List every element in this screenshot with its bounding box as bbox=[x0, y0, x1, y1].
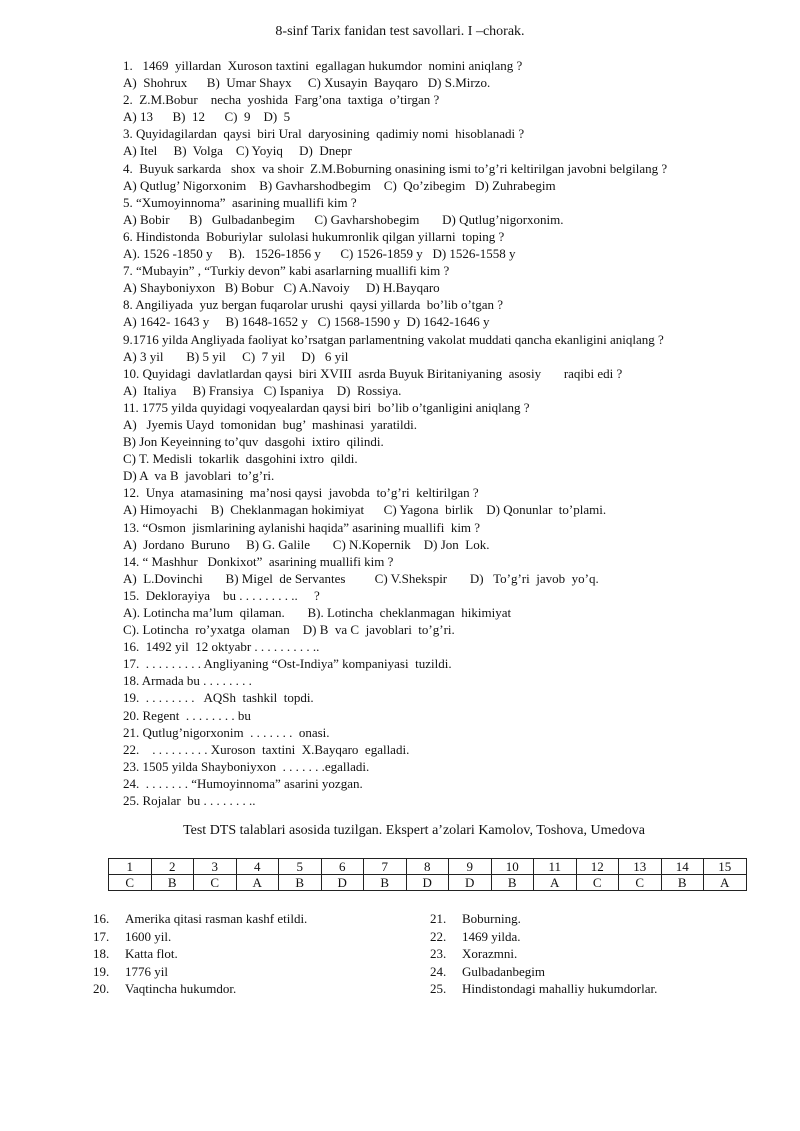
answer-key-answer-cell: A bbox=[704, 875, 747, 891]
answer-key-number-cell: 14 bbox=[661, 859, 704, 875]
answer-text: 1469 yilda. bbox=[462, 928, 521, 944]
footer-note: Test DTS talablari asosida tuzilgan. Ekspert a’zolari Kamolov, Toshova, Umedova bbox=[183, 823, 645, 838]
answer-number: 24. bbox=[430, 963, 447, 979]
answer-item bbox=[93, 928, 393, 946]
question-line: 8. Angiliyada yuz bergan fuqarolar urushi qaysi yillarda bo’lib o’tgan ? bbox=[123, 297, 504, 313]
question-line: 20. Regent . . . . . . . . bu bbox=[123, 707, 251, 723]
answer-key-number-cell: 15 bbox=[704, 859, 747, 875]
answer-key-answer-cell: B bbox=[491, 875, 534, 891]
question-line: 3. Quyidagilardan qaysi biri Ural daryosining qadimiy nomi hisoblanadi ? bbox=[123, 126, 525, 142]
answer-key-answer-cell: C bbox=[576, 875, 619, 891]
answer-key-number-cell: 8 bbox=[406, 859, 449, 875]
answer-text: 1776 yil bbox=[125, 963, 168, 979]
question-line: 6. Hindistonda Boburiylar sulolasi hukumronlik qilgan yillarni toping ? bbox=[123, 228, 505, 244]
answer-number: 25. bbox=[430, 981, 447, 996]
answer-key-answers-row bbox=[109, 875, 747, 891]
question-line: 9.1716 yilda Angliyada faoliyat ko’rsatgan parlamentning vakolat muddati qancha ekanligini aniqlang ? bbox=[123, 331, 664, 347]
answer-number: 18. bbox=[93, 946, 110, 961]
answer-key-answer-cell: A bbox=[534, 875, 577, 891]
answer-item bbox=[430, 945, 730, 963]
question-line: 12. Unya atamasining ma’nosi qaysi javobda to’g’ri keltirilgan ? bbox=[123, 485, 479, 501]
answer-text: Gulbadanbegim bbox=[462, 963, 546, 979]
question-line: 13. “Osmon jismlarining aylanishi haqida” asarining muallifi kim ? bbox=[123, 519, 481, 535]
answer-key-number-cell: 9 bbox=[449, 859, 492, 875]
answer-number: 16. bbox=[93, 911, 110, 926]
answer-key-answer-cell: C bbox=[194, 875, 237, 891]
question-line: A). 1526 -1850 y B). 1526-1856 y C) 1526-1859 y D) 1526-1558 y bbox=[123, 246, 516, 262]
answer-text: Katta flot. bbox=[125, 946, 178, 961]
answer-key-number-cell: 12 bbox=[576, 859, 619, 875]
question-line: A) Qutlug’ Nigorxonim B) Gavharshodbegim C) Qo’zibegim D) Zuhrabegim bbox=[123, 177, 556, 193]
answer-number: 23. bbox=[430, 946, 447, 961]
question-list bbox=[123, 57, 763, 809]
question-line: 19. . . . . . . . . AQSh tashkil topdi. bbox=[123, 690, 314, 706]
answer-text: Amerika qitasi rasman kashf etildi. bbox=[125, 911, 308, 926]
question-line: C) T. Medisli tokarlik dasgohini ixtro qildi. bbox=[123, 451, 358, 467]
answer-item bbox=[93, 910, 393, 928]
answer-text: Hindistondagi mahalliy hukumdorlar. bbox=[462, 981, 658, 996]
question-line: 17. . . . . . . . . . Angliyaning “Ost-Indiya” kompaniyasi tuzildi. bbox=[123, 656, 452, 672]
question-line: 10. Quyidagi davlatlardan qaysi biri XVIII asrda Buyuk Biritaniyaning asosiy raqibi edi ? bbox=[123, 365, 623, 381]
page-title: 8-sinf Tarix fanidan test savollari. I –chorak. bbox=[275, 24, 525, 39]
answer-key-answer-cell: B bbox=[279, 875, 322, 891]
answer-key-answer-cell: C bbox=[109, 875, 152, 891]
answer-key-answer-cell: D bbox=[321, 875, 364, 891]
answer-key-numbers-row bbox=[109, 859, 747, 875]
answer-number: 19. bbox=[93, 963, 110, 979]
question-line: 21. Qutlug’nigorxonim . . . . . . . onasi. bbox=[123, 724, 330, 740]
answer-key-number-cell: 6 bbox=[321, 859, 364, 875]
question-line: 11. 1775 yilda quyidagi voqyealardan qaysi biri bo’lib o’tganligini aniqlang ? bbox=[123, 399, 530, 415]
question-line: D) A va B javoblari to’g’ri. bbox=[123, 468, 275, 484]
answer-key-number-cell: 11 bbox=[534, 859, 577, 875]
answer-key-answer-cell: D bbox=[406, 875, 449, 891]
question-line: C). Lotincha ro’yxatga olaman D) B va C javoblari to’g’ri. bbox=[123, 622, 455, 638]
answer-key-number-cell: 4 bbox=[236, 859, 279, 875]
question-line: B) Jon Keyeinning to’quv dasgohi ixtiro qilindi. bbox=[123, 434, 384, 450]
question-line: 4. Buyuk sarkarda shox va shoir Z.M.Boburning onasining ismi to’g’ri keltirilgan javobni belgilang ? bbox=[123, 160, 668, 176]
answer-key-number-cell: 7 bbox=[364, 859, 407, 875]
answer-number: 21. bbox=[430, 911, 447, 926]
answer-key-answer-cell: A bbox=[236, 875, 279, 891]
question-line: 1. 1469 yillardan Xuroson taxtini egallagan hukumdor nomini aniqlang ? bbox=[123, 58, 523, 73]
answer-key-answer-cell: C bbox=[619, 875, 662, 891]
answer-key-table bbox=[108, 858, 747, 891]
answer-text: 1600 yil. bbox=[125, 928, 172, 944]
question-line: 5. “Xumoyinnoma” asarining muallifi kim ? bbox=[123, 194, 357, 210]
question-line: A) Jyemis Uayd tomonidan bug’ mashinasi yaratildi. bbox=[123, 416, 418, 432]
question-line: A) 3 yil B) 5 yil C) 7 yil D) 6 yil bbox=[123, 348, 349, 364]
answer-key-answer-cell: B bbox=[364, 875, 407, 891]
answer-item bbox=[430, 928, 730, 946]
answer-number: 20. bbox=[93, 981, 110, 996]
answer-key-number-cell: 5 bbox=[279, 859, 322, 875]
question-line: A) Jordano Buruno B) G. Galile C) N.Kopernik D) Jon Lok. bbox=[123, 536, 490, 552]
answer-number: 22. bbox=[430, 928, 447, 944]
question-line: A) Shayboniyxon B) Bobur C) A.Navoiy D) H.Bayqaro bbox=[123, 280, 440, 296]
answer-text: Boburning. bbox=[462, 911, 521, 926]
answer-item bbox=[430, 910, 730, 928]
question-line: A) 1642- 1643 y B) 1648-1652 y C) 1568-1590 y D) 1642-1646 y bbox=[123, 314, 490, 330]
question-line: 15. Deklorayiya bu . . . . . . . . .. ? bbox=[123, 587, 320, 603]
answers-right-column bbox=[430, 910, 730, 998]
answer-key-number-cell: 3 bbox=[194, 859, 237, 875]
question-line: 18. Armada bu . . . . . . . . bbox=[123, 673, 252, 689]
question-line: 16. 1492 yil 12 oktyabr . . . . . . . . . .. bbox=[123, 639, 320, 655]
answer-key-number-cell: 13 bbox=[619, 859, 662, 875]
answer-key-number-cell: 2 bbox=[151, 859, 194, 875]
question-line: 24. . . . . . . . “Humoyinnoma” asarini yozgan. bbox=[123, 775, 363, 791]
answer-item bbox=[93, 963, 393, 981]
answer-key-number-cell: 1 bbox=[109, 859, 152, 875]
question-line: 23. 1505 yilda Shayboniyxon . . . . . . .egalladi. bbox=[123, 758, 370, 774]
question-line: 7. “Mubayin” , “Turkiy devon” kabi asarlarning muallifi kim ? bbox=[123, 263, 450, 279]
answer-key-answer-cell: D bbox=[449, 875, 492, 891]
answer-item bbox=[93, 945, 393, 963]
answer-key-answer-cell: B bbox=[151, 875, 194, 891]
answer-item bbox=[93, 980, 393, 998]
answer-item bbox=[430, 980, 730, 998]
question-line: A) Bobir B) Gulbadanbegim C) Gavharshobegim D) Qutlug’nigorxonim. bbox=[123, 211, 564, 227]
answer-text: Vaqtincha hukumdor. bbox=[125, 981, 237, 996]
answer-text: Xorazmni. bbox=[462, 946, 518, 961]
answer-item bbox=[430, 963, 730, 981]
question-line: 22. . . . . . . . . . Xuroson taxtini X.Bayqaro egalladi. bbox=[123, 741, 410, 757]
question-line: 25. Rojalar bu . . . . . . . .. bbox=[123, 793, 256, 809]
question-line: A) Shohrux B) Umar Shayx C) Xusayin Bayqaro D) S.Mirzo. bbox=[123, 75, 491, 91]
question-line: A) L.Dovinchi B) Migel de Servantes C) V.Shekspir D) To’g’ri javob yo’q. bbox=[123, 570, 599, 586]
answer-key-number-cell: 10 bbox=[491, 859, 534, 875]
answer-key-answer-cell: B bbox=[661, 875, 704, 891]
answers-left-column bbox=[93, 910, 393, 998]
question-line: 2. Z.M.Bobur necha yoshida Farg’ona taxtiga o’tirgan ? bbox=[123, 92, 440, 108]
question-line: A) 13 B) 12 C) 9 D) 5 bbox=[123, 109, 291, 125]
question-line: A) Himoyachi B) Cheklanmagan hokimiyat C) Yagona birlik D) Qonunlar to’plami. bbox=[123, 502, 607, 518]
question-line: 14. “ Mashhur Donkixot” asarining muallifi kim ? bbox=[123, 553, 394, 569]
answer-number: 17. bbox=[93, 928, 110, 944]
question-line: A). Lotincha ma’lum qilaman. B). Lotincha cheklanmagan hikimiyat bbox=[123, 605, 512, 620]
question-line: A) Itel B) Volga C) Yoyiq D) Dnepr bbox=[123, 143, 352, 159]
question-line: A) Italiya B) Fransiya C) Ispaniya D) Rossiya. bbox=[123, 382, 402, 398]
